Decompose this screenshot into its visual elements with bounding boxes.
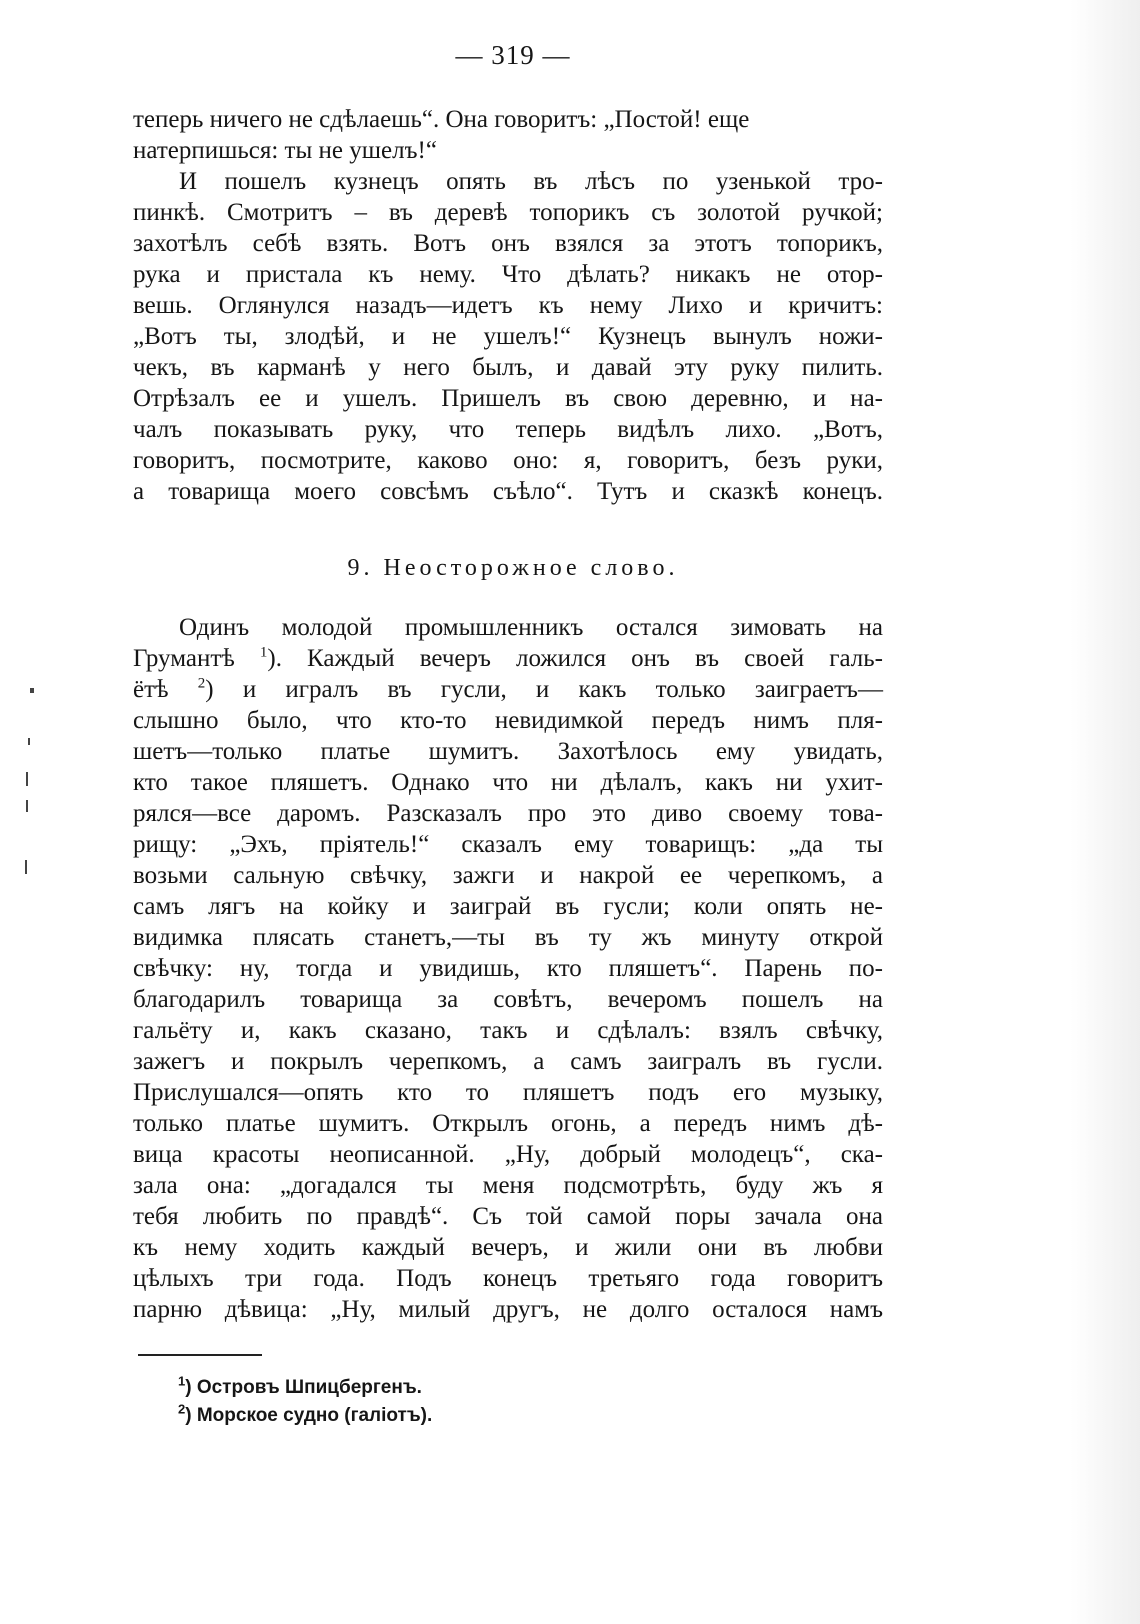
text-line: къ нему ходить каждый вечеръ, и жили они въ любви xyxy=(133,1234,883,1261)
footnotes xyxy=(178,1374,432,1430)
text-line xyxy=(133,643,883,674)
text-line: вица красоты неописанной. „Ну, добрый молодецъ“, ска- xyxy=(133,1141,883,1168)
text-line: рищу: „Эхъ, пріятель!“ сказалъ ему товарищъ: „да ты xyxy=(133,831,883,858)
text-line: чекъ, въ карманѣ у него былъ, и давай эту руку пилить. xyxy=(133,354,883,381)
text-line: натерпишься: ты не ушелъ!“ xyxy=(133,137,437,164)
text-line: зажегъ и покрылъ черепкомъ, а самъ заигралъ въ гусли. xyxy=(133,1048,883,1075)
text-line: благодарилъ товарища за совѣтъ, вечеромъ пошелъ на xyxy=(133,986,883,1013)
footnote-divider xyxy=(138,1354,262,1356)
text-line: шетъ—только платье шумитъ. Захотѣлось ему увидать, xyxy=(133,738,883,765)
story-body xyxy=(133,612,883,1325)
text-line: тебя любить по правдѣ“. Съ той самой поры зачала она xyxy=(133,1203,883,1230)
text-fragment: ). Каждый вечеръ ложился онъ въ своей галь- xyxy=(267,645,884,672)
text-line: возьми сальную свѣчку, зажги и накрой ее черепкомъ, а xyxy=(133,862,883,889)
text-line: вешь. Оглянулся назадъ—идетъ къ нему Лихо и кричитъ: xyxy=(133,292,883,319)
text-line: зала она: „догадался ты меня подсмотрѣть, буду жъ я xyxy=(133,1172,883,1199)
text-line: Отрѣзалъ ее и ушелъ. Пришелъ въ свою деревню, и на- xyxy=(133,385,883,412)
text-line: а товарища моего совсѣмъ съѣло“. Тутъ и сказкѣ конецъ. xyxy=(133,478,883,505)
footnote-1 xyxy=(178,1374,432,1402)
scan-speck xyxy=(30,688,34,693)
text-line: И пошелъ кузнецъ опять въ лѣсъ по узенькой тро- xyxy=(179,168,883,195)
scan-edge-shadow xyxy=(1070,0,1140,1624)
text-fragment: Грумантѣ xyxy=(133,645,260,672)
scan-speck xyxy=(28,738,30,745)
footnote-ref: 1 xyxy=(259,644,268,661)
text-line: теперь ничего не сдѣлаешь“. Она говоритъ: „Постой! еще xyxy=(133,106,750,133)
text-line: самъ лягъ на койку и заиграй въ гусли; коли опять не- xyxy=(133,893,883,920)
text-line: видимка плясать станетъ,—ты въ ту жъ минуту открой xyxy=(133,924,883,951)
footnote-mark: 2 xyxy=(178,1401,186,1417)
text-line: рука и пристала къ нему. Что дѣлать? никакъ не отор- xyxy=(133,261,883,288)
scan-speck xyxy=(26,772,28,786)
text-line xyxy=(133,674,883,705)
footnote-ref: 2 xyxy=(197,675,206,692)
text-line: говоритъ, посмотрите, каково оно: я, говоритъ, безъ руки, xyxy=(133,447,883,474)
text-line: свѣчку: ну, тогда и увидишь, кто пляшетъ“. Парень по- xyxy=(133,955,883,982)
footnote-text: ) Островъ Шпицбергенъ. xyxy=(185,1377,422,1398)
text-line: рялся—все даромъ. Разсказалъ про это диво своему това- xyxy=(133,800,883,827)
text-line: захотѣлъ себѣ взять. Вотъ онъ взялся за этотъ топорикъ, xyxy=(133,230,883,257)
text-line: чалъ показывать руку, что теперь видѣлъ лихо. „Вотъ, xyxy=(133,416,883,443)
text-line: только платье шумитъ. Открылъ огонь, а передъ нимъ дѣ- xyxy=(133,1110,883,1137)
story-ending xyxy=(133,104,883,507)
text-line: слышно было, что кто-то невидимкой передъ нимъ пля- xyxy=(133,707,883,734)
text-line: кто такое пляшетъ. Однако что ни дѣлалъ, какъ ни ухит- xyxy=(133,769,883,796)
text-line: Одинъ молодой промышленникъ остался зимовать на xyxy=(179,614,883,641)
text-line: пинкѣ. Смотритъ – въ деревѣ топорикъ съ золотой ручкой; xyxy=(133,199,883,226)
text-line: гальёту и, какъ сказано, такъ и сдѣлалъ: взялъ свѣчку, xyxy=(133,1017,883,1044)
text-line: „Вотъ ты, злодѣй, и не ушелъ!“ Кузнецъ вынулъ ножи- xyxy=(133,323,883,350)
scan-speck xyxy=(26,800,28,812)
text-fragment: ) и игралъ въ гусли, и какъ только заиграетъ— xyxy=(205,676,883,703)
page-number: — 319 — xyxy=(455,40,571,70)
scan-speck xyxy=(25,860,27,874)
footnote-2 xyxy=(178,1402,432,1430)
section-heading: 9. Неосторожное слово. xyxy=(347,555,679,581)
text-line: Прислушался—опять кто то пляшетъ подъ его музыку, xyxy=(133,1079,883,1106)
text-line: парню дѣвица: „Ну, милый другъ, не долго осталося намъ xyxy=(133,1296,883,1323)
text-line: цѣлыхъ три года. Подъ конецъ третьяго года говоритъ xyxy=(133,1265,883,1292)
footnote-text: ) Морское судно (галіотъ). xyxy=(185,1405,433,1426)
footnote-mark: 1 xyxy=(178,1373,186,1389)
text-fragment: ётѣ xyxy=(133,676,198,703)
